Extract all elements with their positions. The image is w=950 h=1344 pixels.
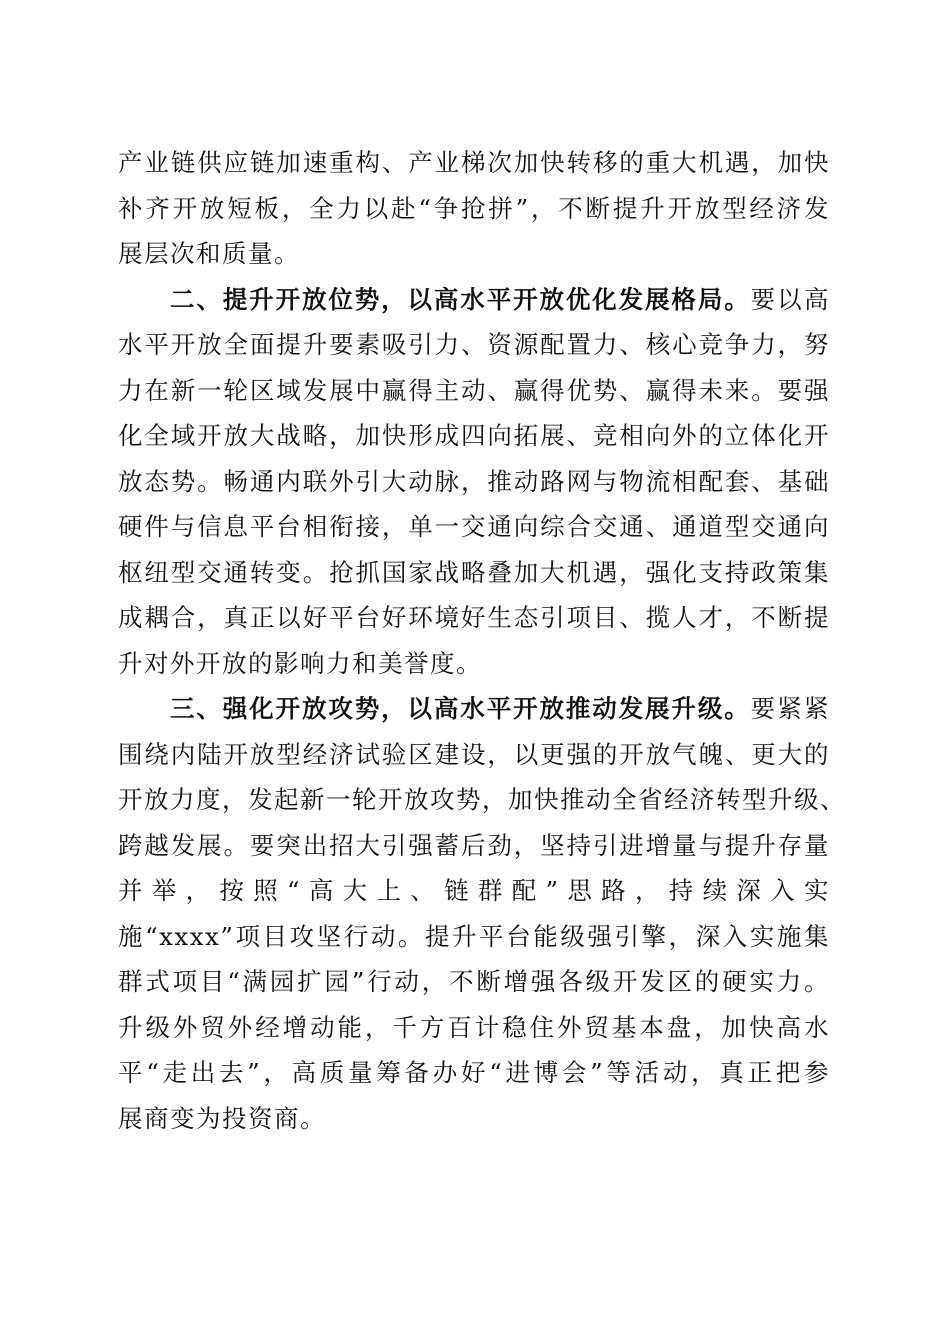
paragraph-2-first-line [118,277,830,323]
paragraph-3-line-2: 围绕内陆开放型经济试验区建设，以更强的开放气魄、更大的 [118,739,830,769]
paragraph-2-line-5: 放态势。畅通内联外引大动脉，推动路网与物流相配套、基础 [118,466,830,496]
paragraph-3-line-3: 开放力度，发起新一轮开放攻势，加快推动全省经济转型升级、 [118,785,846,814]
paragraph-3-line-7: 群式项目“满园扩园”行动，不断增强各级开发区的硬实力。 [118,967,830,996]
paragraph-2-line-2: 水平开放全面提升要素吸引力、资源配置力、核心竞争力，努 [118,330,830,359]
paragraph-3-line-6: 施“xxxx”项目攻坚行动。提升平台能级强引擎，深入实施集 [118,921,830,951]
paragraph-2-line-3: 力在新一轮区域发展中赢得主动、赢得优势、赢得未来。要强 [118,375,830,405]
paragraph-2-line-8: 成耦合，真正以好平台好环境好生态引项目、揽人才，不断提 [118,603,830,632]
paragraph-2-lead-tail: 要以高 [750,284,830,314]
section-3-heading: 三、强化开放攻势，以高水平开放推动发展升级。 [170,694,751,723]
document-body [118,140,846,1141]
paragraph-1-line-2: 补齐开放短板，全力以赴“争抢拼”，不断提升开放型经济发 [118,193,830,223]
paragraph-3-line-9: 平“走出去”，高质量筹备办好“进博会”等活动，真正把参 [118,1058,830,1087]
paragraph-3-first-line [118,686,830,732]
paragraph-2-line-9: 升对外开放的影响力和美誉度。 [118,648,482,678]
paragraph-2-line-7: 枢纽型交通转变。抢抓国家战略叠加大机遇，强化支持政策集 [118,557,830,587]
paragraph-3-line-8: 升级外贸外经增动能，千方百计稳住外贸基本盘，加快高水 [118,1012,830,1042]
paragraph-3-line-10: 展商变为投资商。 [118,1103,326,1133]
paragraph-3-line-4: 跨越发展。要突出招大引强蓄后劲，坚持引进增量与提升存量 [118,830,830,860]
paragraph-2-line-6: 硬件与信息平台相衔接，单一交通向综合交通、通道型交通向 [118,512,830,541]
paragraph-3-line-5: 并举，按照“高大上、链群配”思路，持续深入实 [118,876,830,905]
paragraph-2-line-4: 化全域开放大战略，加快形成四向拓展、竞相向外的立体化开 [118,421,830,450]
paragraph-3-lead-tail: 要紧紧 [750,694,830,723]
paragraph-1-line-1: 产业链供应链加速重构、产业梯次加快转移的重大机遇，加快 [118,148,830,177]
section-2-heading: 二、提升开放位势，以高水平开放优化发展格局。 [170,284,751,314]
paragraph-1-line-3: 展层次和质量。 [118,239,300,268]
